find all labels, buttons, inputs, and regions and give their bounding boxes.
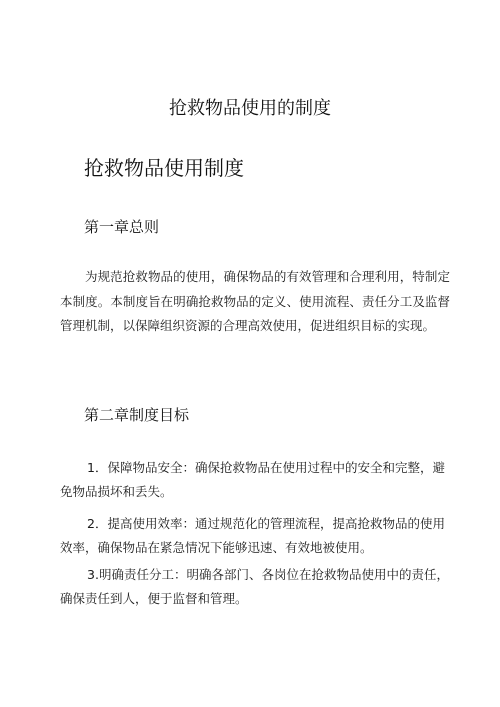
document-heading: 抢救物品使用制度	[84, 156, 244, 180]
list-item-text: 明确责任分工：明确各部门、各岗位在抢救物品使用中的责任，确保责任到人，便于监督和管理。	[60, 567, 449, 606]
list-item	[60, 563, 452, 611]
list-item-number: 1．	[87, 460, 108, 475]
document-title: 抢救物品使用的制度	[169, 98, 331, 119]
chapter-1-paragraph: 为规范抢救物品的使用，确保物品的有效管理和合理利用，特制定本制度。本制度旨在明确抢救物品的定义、使用流程、责任分工及监督管理机制，以保障组织资源的合理高效使用，促进组织目标的实现。	[60, 269, 450, 333]
chapter-2-title: 第二章制度目标	[84, 406, 190, 424]
list-item	[60, 512, 452, 560]
chapter-1-title: 第一章总则	[84, 218, 160, 236]
list-item-text: 提高使用效率：通过规范化的管理流程，提高抢救物品的使用效率，确保物品在紧急情况下能够迅速、有效地被使用。	[60, 516, 445, 555]
list-item-number: 3.	[87, 567, 99, 582]
list-item	[60, 456, 452, 504]
list-item-text: 保障物品安全：确保抢救物品在使用过程中的安全和完整，避免物品损坏和丢失。	[60, 460, 445, 499]
list-item-number: 2．	[87, 516, 108, 531]
